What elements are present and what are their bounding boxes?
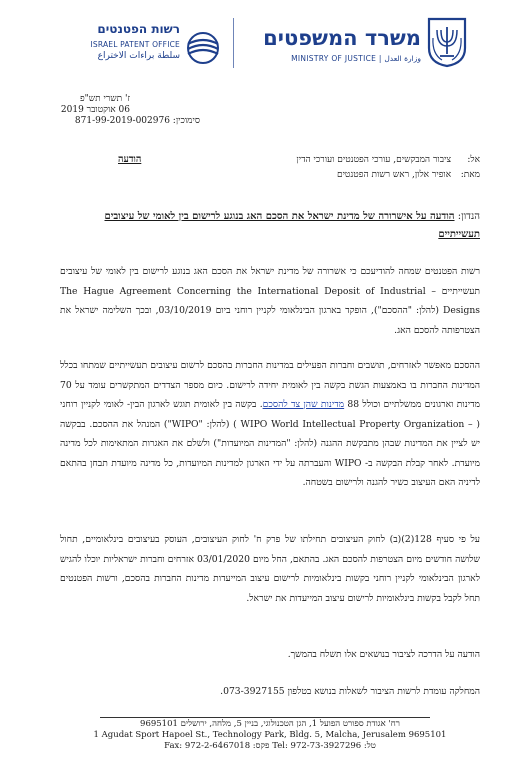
footer-contact: Fax: 972-2-6467018 :פקס Tel: 972-73-3927296 :טל (164, 741, 376, 751)
from-label: מאת: (460, 170, 480, 180)
paragraph-2-text-b: . בקשה בין לאומית תוגש לארגון הבין- לאומי לקניין רוחני ( – WIPO World Intellectual Property Organization ) (להלן: "WIPO") המנהל את ההסכם. בבקשה יש לציין את המדינות שבהן מתבקשת ההגנה (להלן: "המדינות המיועדות") ולשלם את האגרות המתאימות לכל מדינה מיועדת. לאחר קבלת הבקשה ב- WIPO והעברתה על ידי הארגון למדינות המיועדות, כל מדינה מיועדת תבחן בהתאם לדיניה האם העיצוב כשיר להגנה ולרישום בשטחה. (60, 399, 480, 488)
state-emblem-icon (426, 16, 468, 68)
gregorian-date: 06 אוקטובר 2019 (60, 105, 130, 115)
hebrew-date: ז' תשרי תש"פ (79, 94, 130, 104)
paragraph-1: רשות הפטנטים שמחה להודיעכם כי אשרורה של מדינת ישראל את הסכם האג בנוגע לרישום בין לאומי של עיצובים תעשייתיים – The Hague Agreement Concerning the International Deposit of Industrial Designs (להלן: "ההסכם"), הופקד בארגון הבינלאומי לקניין רוחני ביום 03/10/2019, ובכך השלימה ישראל את הצטרפותה להסכם האג. (60, 266, 481, 336)
to-value: ציבור המבקשים, עורכי הפטנטים ועורכי הדין (296, 155, 452, 165)
paragraph-5: המחלקה עומדת לרשות הציבור לשאלות בנושא בטלפון 073-3927155. (220, 686, 480, 697)
paragraph-2 (60, 356, 480, 493)
paragraph-2-text-a: ההסכם מאפשר לאזרחים, תושבים וחברות הפעילים במדינות החברות בהסכם לרשום עיצובים תעשייתיים שמתחו בכלל המדינות החברות בו באמצעות הגשת בקשה בין לאומית יחידה לרישום. כיום מספר הצדדים המתקשרים עומד על 70 מדינות וארגונים ממשלתיים וכולל 88 (60, 360, 481, 410)
notice-tag: הודעה (118, 154, 142, 165)
ministry-name-hebrew: משרד המשפטים (263, 26, 421, 50)
letterhead (0, 12, 520, 76)
paragraph-4: הודעה על הדרכה לציבור בנושאים אלו תשלח בהמשך. (287, 649, 480, 660)
subject-line (60, 208, 480, 244)
subject-label: הנדון: (457, 211, 480, 222)
patent-office-name-hebrew: רשות הפטנטים (97, 22, 180, 36)
reference-label: סימוכין: (172, 116, 200, 126)
from-value: אופיר אלון, ראש רשות הפטנטים (336, 170, 452, 180)
member-states-link[interactable]: מדינות שהן צד להסכם (262, 399, 345, 410)
from-line (60, 169, 480, 180)
header-divider (233, 18, 234, 68)
footer-address-english: 1 Agudat Sport Hapoel St., Technology Park, Bldg. 5, Malcha, Jerusalem 9695101 (93, 730, 447, 740)
paragraph-3: על פי סעיף 128(2)(ב) לחוק העיצובים תחילתו של פרק ח' לחוק העיצובים, העוסק בעיצובים בינלאומיים, תחול שלושה חודשים מיום הצטרפות להסכם האג. בהתאם, החל מיום 03/01/2020 אזרחים וחברות ישראליות יוכלו להגיש לארגון הבינלאומי לקניין רוחני בקשות בינלאומיות לרישום עיצוב המייעדות מדינות החברות בהסכם, ורשות הפטנטים תחל לקבל בקשות בינלאומיות לרישום עיצוב המייעדות את ישראל. (60, 534, 481, 604)
patent-office-name-arabic: سلطة براءات الاختراع (97, 51, 180, 61)
reference-number: 871-99-2019-002976 (74, 116, 170, 126)
subject-text: הודעה על אישרורה של מדינת ישראל את הסכם האג בנוגע לרישום בין לאומי של עיצובים תעשייתיים (104, 211, 480, 240)
footer-address-hebrew: רח' אגודת ספורט הפועל 1, הגן הטכנולוגי, בניין 5, מלחה, ירושלים 9695101 (140, 719, 400, 729)
ministry-name-subtitle: MINISTRY OF JUSTICE | وزارة العدل (291, 54, 421, 63)
reference-line (40, 116, 200, 127)
patent-office-name-english: ISRAEL PATENT OFFICE (90, 40, 180, 49)
footer (60, 719, 480, 752)
patent-office-logo-icon (183, 30, 223, 66)
date-block (40, 94, 200, 127)
to-label: אל: (467, 155, 480, 165)
footer-divider (100, 717, 430, 718)
